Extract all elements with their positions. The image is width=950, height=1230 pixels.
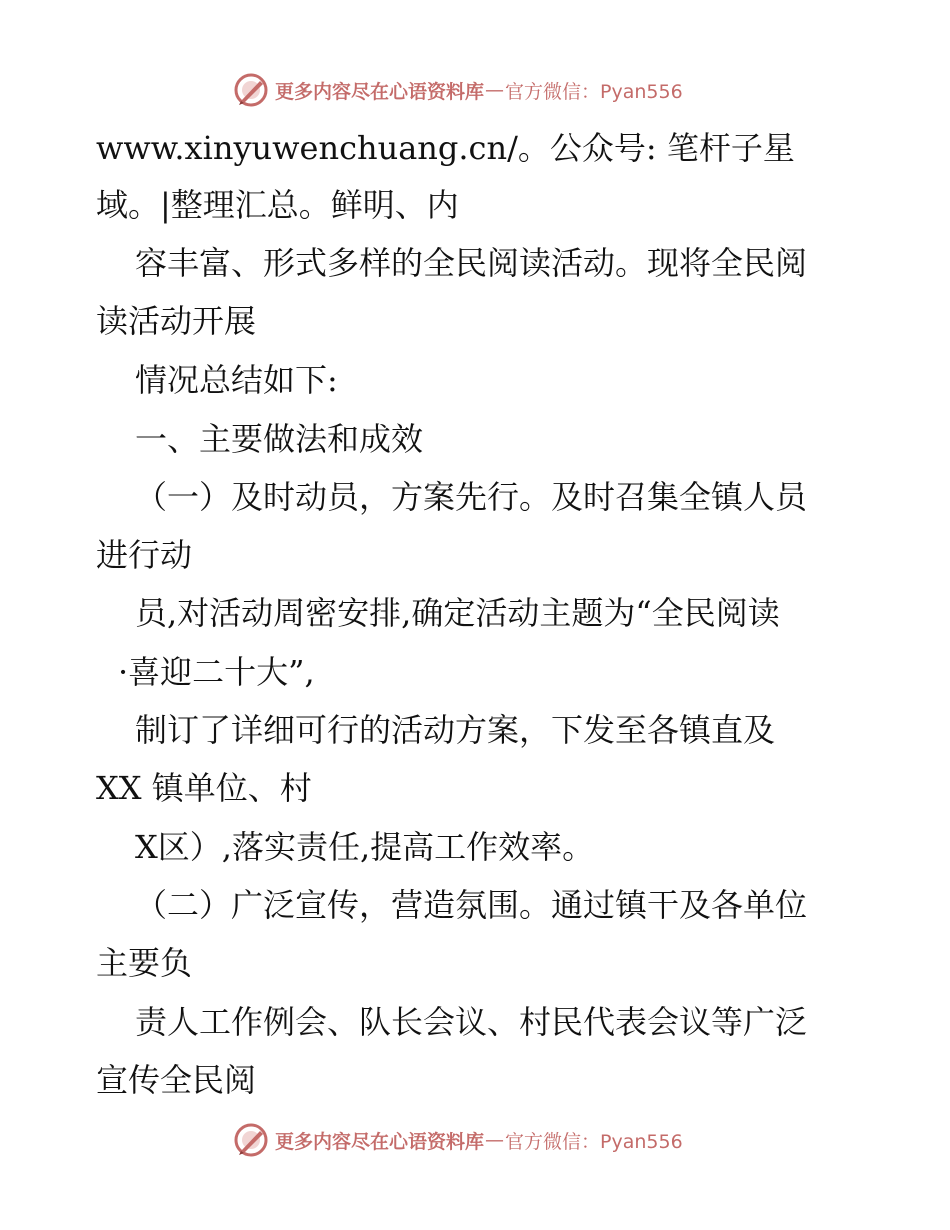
- body-line: X区）,落实责任,提高工作效率。: [135, 828, 595, 866]
- body-line: 域。|整理汇总。鲜明、内: [96, 186, 459, 224]
- section-heading: 一、主要做法和成效: [135, 420, 424, 458]
- banner-wechat-text: 官方微信：Pyan556: [505, 80, 683, 103]
- banner-separator: —: [485, 79, 505, 101]
- body-line: 员,对活动周密安排,确定活动主题为“全民阅读: [135, 594, 780, 632]
- banner-brand-text: 更多内容尽在心语资料库: [275, 1130, 485, 1153]
- pen-seal-logo-icon: [233, 72, 269, 108]
- banner-brand-text: 更多内容尽在心语资料库: [275, 80, 485, 103]
- body-line: 容丰富、形式多样的全民阅读活动。现将全民阅: [135, 244, 808, 282]
- body-line: 进行动: [96, 536, 193, 574]
- body-line: 宣传全民阅: [96, 1061, 257, 1099]
- body-line: 责人工作例会、队长会议、村民代表会议等广泛: [135, 1003, 808, 1041]
- banner-wechat-text: 官方微信：Pyan556: [505, 1130, 683, 1153]
- body-line: 制订了详细可行的活动方案，下发至各镇直及: [135, 711, 776, 749]
- body-line: 情况总结如下:: [135, 361, 338, 399]
- body-line: XX 镇单位、村: [96, 769, 312, 807]
- body-line: www.xinyuwenchuang.cn/。公众号: 笔杆子星: [96, 129, 795, 167]
- body-line: （一）及时动员，方案先行。及时召集全镇人员: [135, 478, 808, 516]
- banner-separator: —: [485, 1129, 505, 1151]
- body-line: ·喜迎二十大”,: [118, 653, 315, 691]
- header-banner: [233, 70, 713, 110]
- body-line: （二）广泛宣传，营造氛围。通过镇干及各单位: [135, 886, 808, 924]
- body-line: 读活动开展: [96, 302, 257, 340]
- footer-banner: [233, 1120, 713, 1160]
- pen-seal-logo-icon: [233, 1122, 269, 1158]
- body-line: 主要负: [96, 944, 193, 982]
